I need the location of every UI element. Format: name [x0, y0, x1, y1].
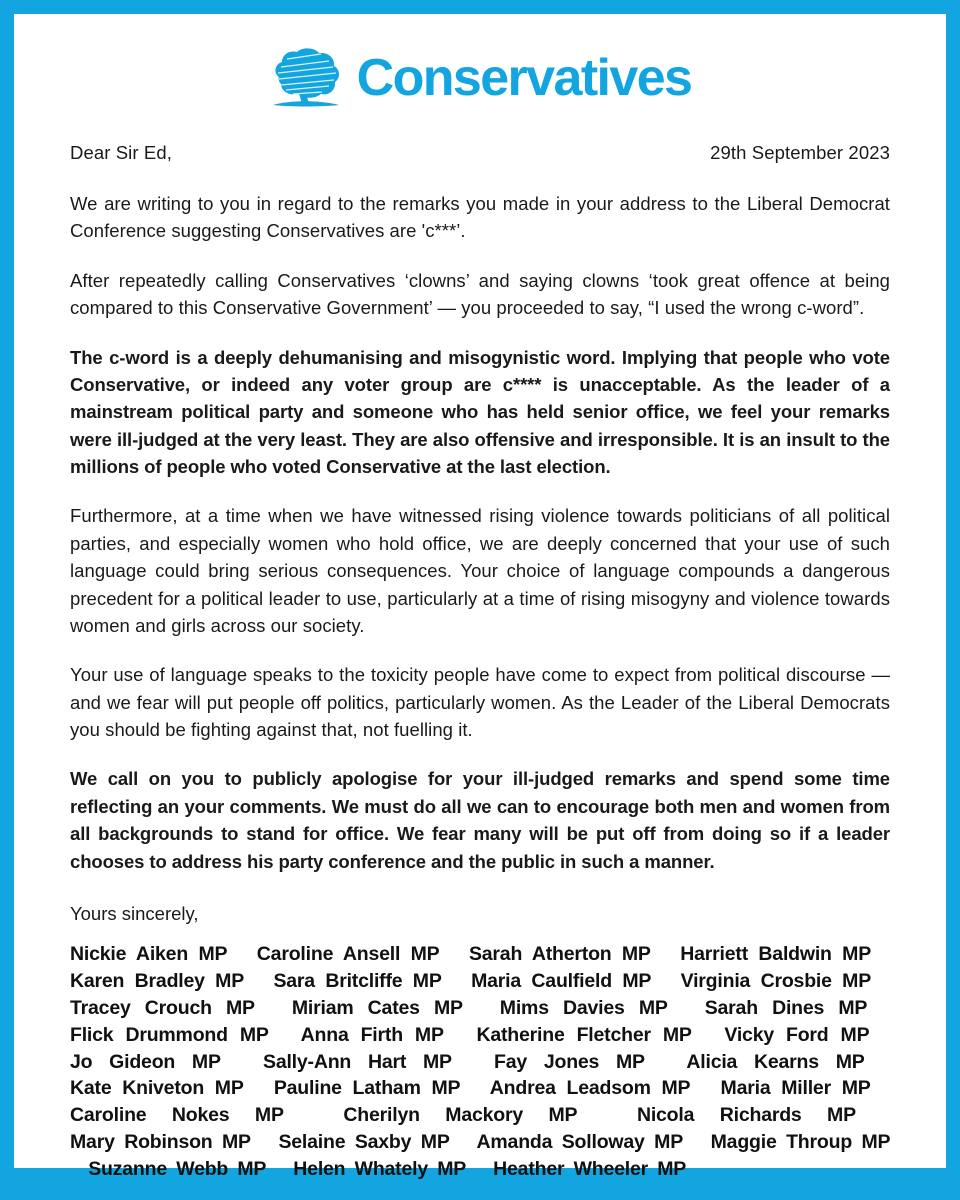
signatory-name: Nickie Aiken MP	[70, 942, 227, 965]
signatory-name: Andrea Leadsom MP	[489, 1077, 690, 1100]
signatory-name: Mims Davies MP	[499, 996, 668, 1019]
signatory-name: Tracey Crouch MP	[70, 996, 255, 1019]
signatory-name: Anna Firth MP	[300, 1023, 444, 1046]
signatory-name: Selaine Saxby MP	[278, 1131, 450, 1154]
signatory-name: Harriett Baldwin MP	[680, 942, 871, 965]
signatory-name: Caroline Nokes MP	[70, 1104, 284, 1127]
paragraph-5: Your use of language speaks to the toxicity people have come to expect from political discourse — and we fear will put people off politics, particularly women. As the Leader of the Liberal Democrats you should be fighting against that, not fuelling it.	[70, 664, 890, 740]
signatory-list	[70, 941, 890, 1183]
signatory-name: Katherine Fletcher MP	[476, 1023, 692, 1046]
signatory-name: Virginia Crosbie MP	[680, 969, 871, 992]
signatory-name: Maria Caulfield MP	[471, 969, 651, 992]
signatory-name: Heather Wheeler MP	[493, 1158, 687, 1181]
signatory-name: Suzanne Webb MP	[88, 1158, 266, 1181]
signatory-name: Cherilyn Mackory MP	[343, 1104, 577, 1127]
signatory-name: Nicola Richards MP	[636, 1104, 856, 1127]
signatory-name: Maria Miller MP	[720, 1077, 871, 1100]
signatory-name: Jo Gideon MP	[70, 1050, 221, 1073]
letterhead	[70, 36, 890, 120]
paragraph-1: We are writing to you in regard to the remarks you made in your address to the Liberal Democrat Conference suggesting Conservatives are 'c***’.	[70, 193, 890, 242]
signatory-name: Helen Whately MP	[293, 1158, 466, 1181]
signatory-name: Sarah Atherton MP	[468, 942, 651, 965]
paragraph-2: After repeatedly calling Conservatives ‘clowns’ and saying clowns ‘took great offence at being compared to this Conservative Government’ — you proceeded to say, “I used the wrong c-word”.	[70, 269, 890, 319]
letter-body	[70, 190, 890, 875]
conservatives-wordmark: Conservatives	[356, 49, 692, 107]
signatory-name: Sarah Dines MP	[704, 996, 867, 1019]
letter-date: 29th September 2023	[710, 142, 890, 163]
salutation: Dear Sir Ed,	[70, 142, 172, 163]
oak-tree-icon	[269, 47, 343, 109]
signatory-name: Alicia Kearns MP	[686, 1050, 865, 1073]
paragraph-6: We call on you to publicly apologise for your ill-judged remarks and spend some time reflecting an your comments. We must do all we can to encourage both men and women from all backgrounds to stand for office. We fear many will be put off from doing so if a leader chooses to address his party conference and the public in such a manner.	[70, 768, 890, 872]
paragraph-4: Furthermore, at a time when we have witnessed rising violence towards politicians of all political parties, and especially women who hold office, we are deeply concerned that your use of such language could bring serious consequences. Your choice of language compounds a dangerous precedent for a political leader to use, particularly at a time of rising misogyny and violence towards women and girls across our society.	[70, 505, 890, 636]
signatory-name: Sally-Ann Hart MP	[263, 1050, 452, 1073]
signatory-name: Amanda Solloway MP	[476, 1131, 683, 1154]
salutation-row	[70, 142, 890, 164]
signatory-name: Fay Jones MP	[494, 1050, 645, 1073]
signatory-name: Miriam Cates MP	[291, 996, 463, 1019]
signatory-name: Vicky Ford MP	[724, 1023, 870, 1046]
signatory-name: Mary Robinson MP	[70, 1131, 251, 1154]
paragraph-3: The c-word is a deeply dehumanising and misogynistic word. Implying that people who vote Conservative, or indeed any voter group are c**** is unacceptable. As the leader of a mainstream political party and someone who has held senior office, we feel your remarks were ill-judged at the very least. They are also offensive and irresponsible. It is an insult to the millions of people who voted Conservative at the last election.	[70, 346, 890, 477]
signatory-name: Caroline Ansell MP	[256, 942, 440, 965]
signatory-name: Pauline Latham MP	[273, 1077, 460, 1100]
signatory-name: Sara Britcliffe MP	[273, 969, 442, 992]
signatory-name: Maggie Throup MP	[710, 1131, 891, 1154]
letter-sheet	[14, 14, 946, 1181]
signoff: Yours sincerely,	[70, 902, 199, 924]
signatory-name: Karen Bradley MP	[70, 969, 244, 992]
signatory-name: Flick Drummond MP	[70, 1023, 269, 1046]
signatory-name: Kate Kniveton MP	[70, 1077, 244, 1100]
